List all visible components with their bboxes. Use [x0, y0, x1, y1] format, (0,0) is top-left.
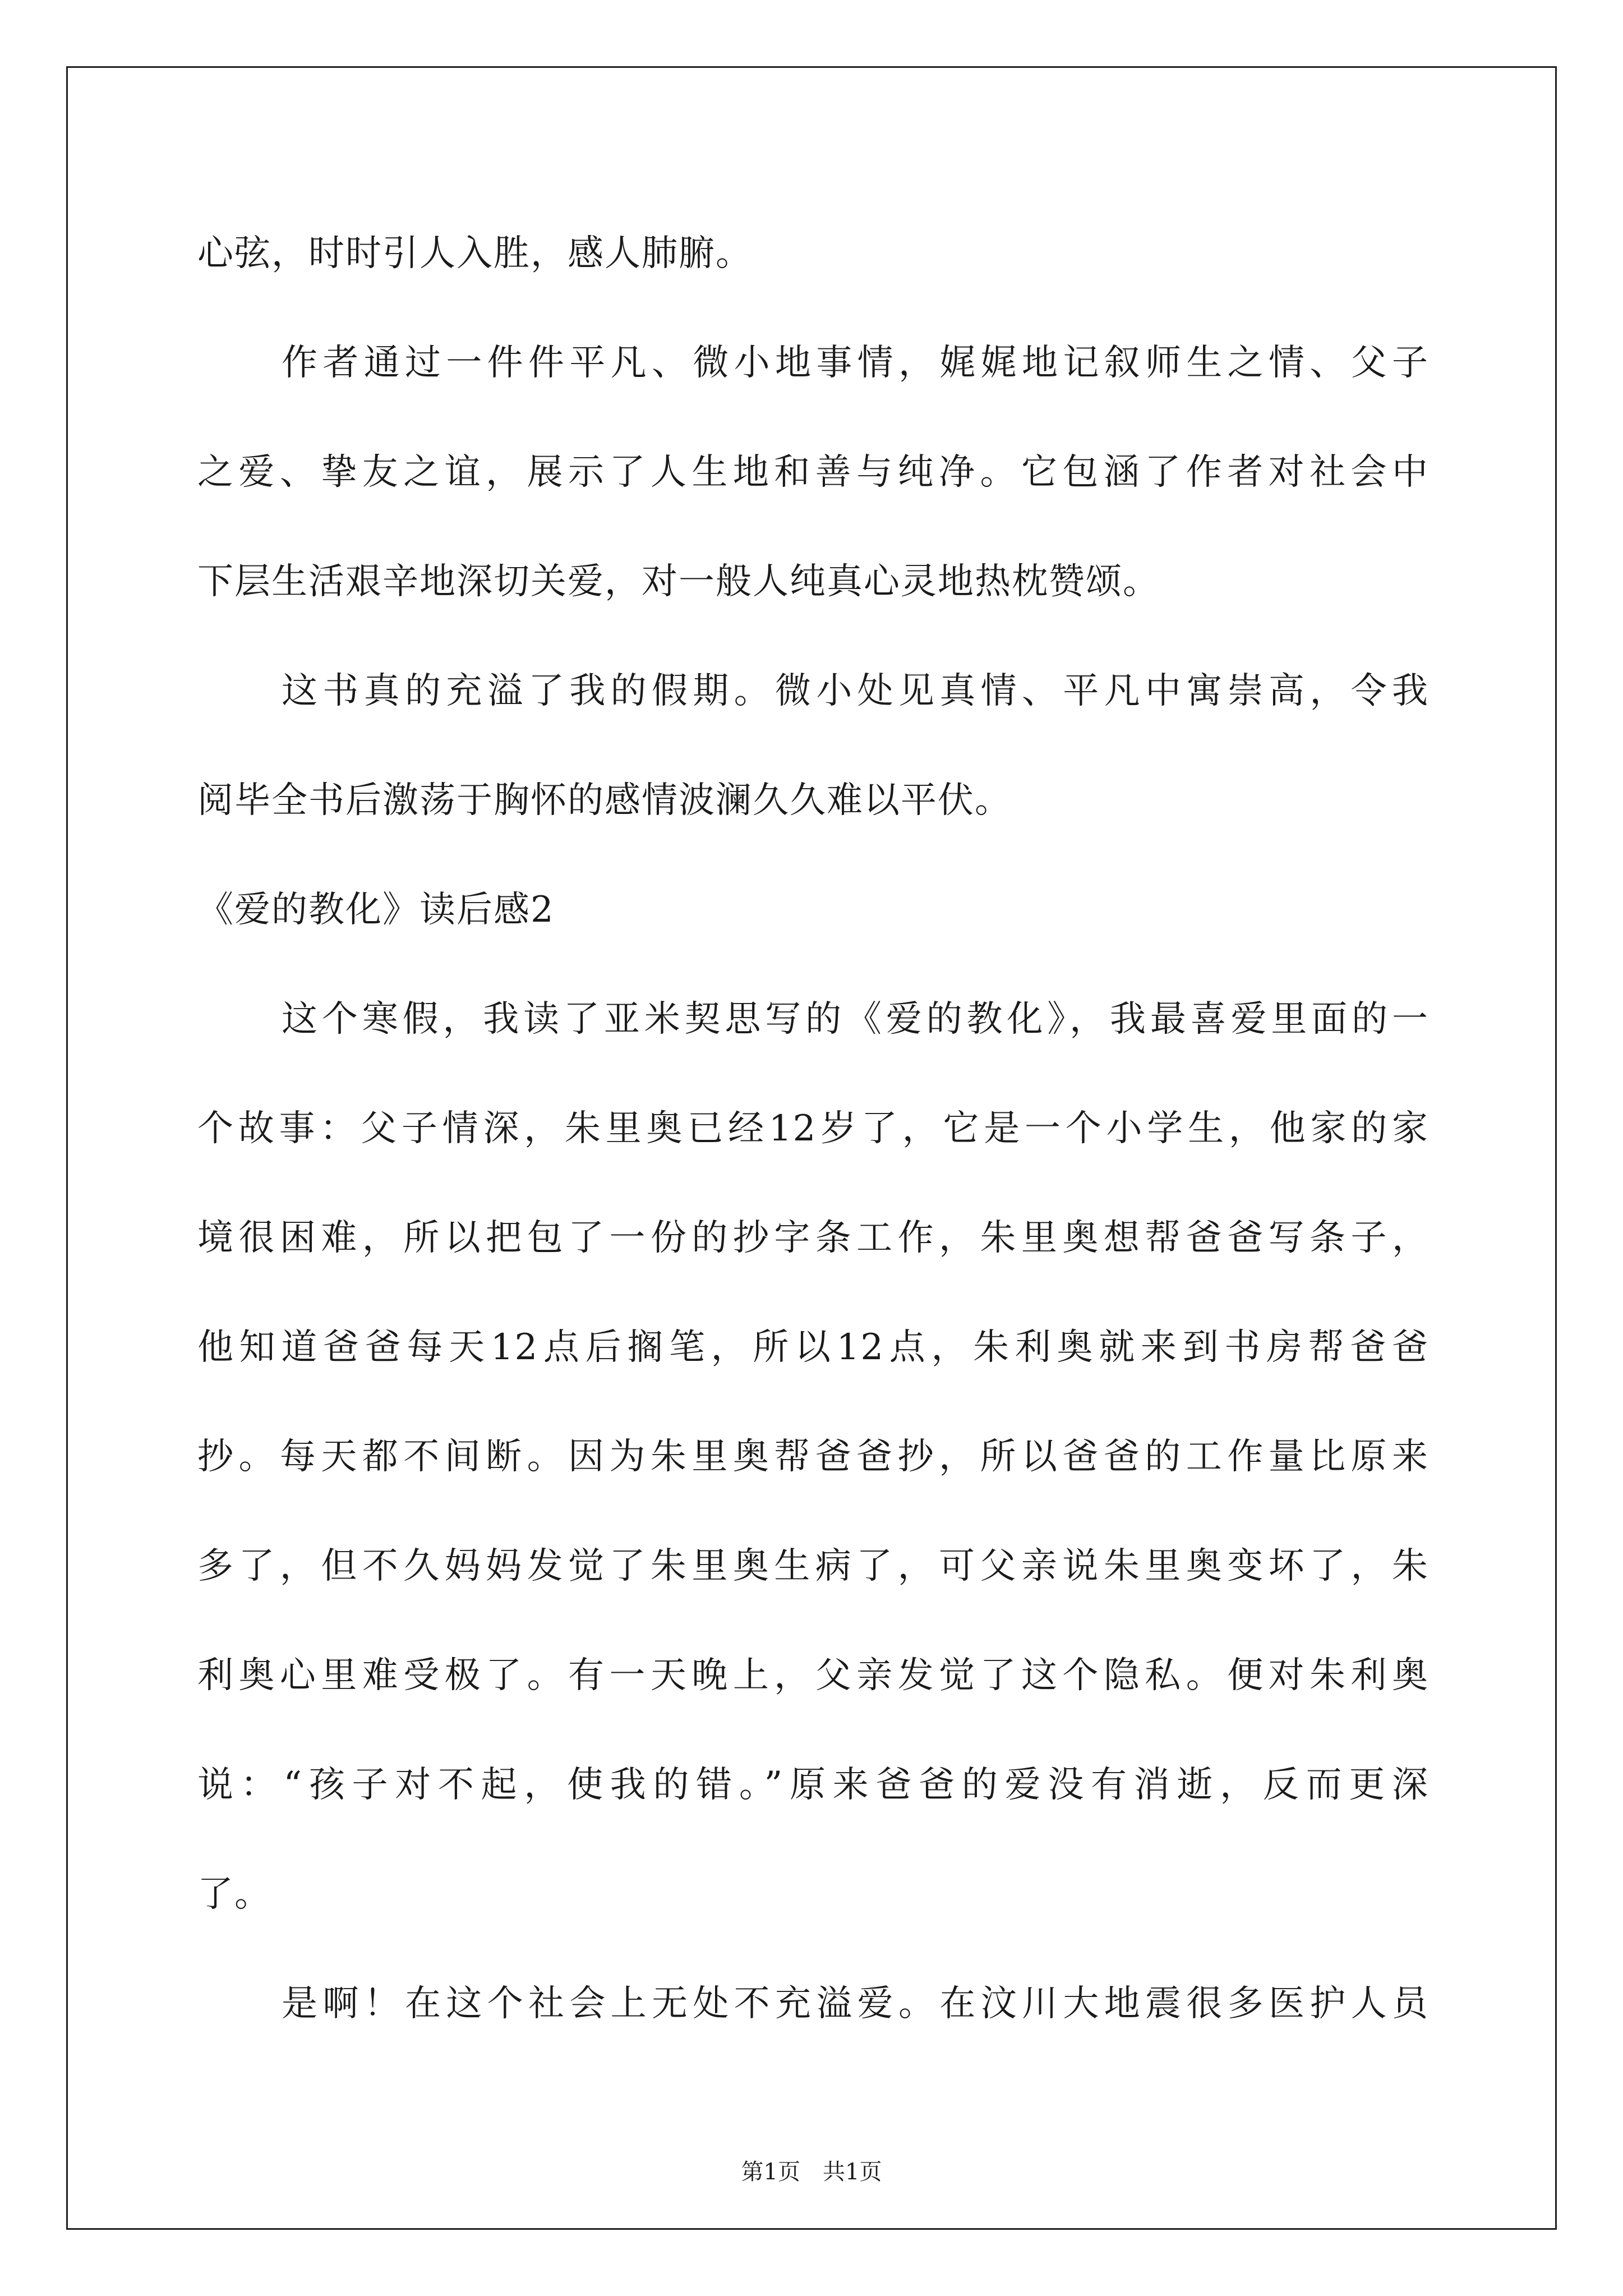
section-heading: 《爱的教化》读后感2: [197, 889, 555, 931]
text-line: 利奥心里难受极了。有一天晚上，父亲发觉了这个隐私。便对朱利奥: [197, 1655, 1429, 1696]
page-footer: [0, 2155, 1623, 2189]
text-line: 这个寒假，我读了亚米契思写的《爱的教化》，我最喜爱里面的一: [282, 999, 1429, 1040]
text-line: 之爱、挚友之谊，展示了人生地和善与纯净。它包涵了作者对社会中: [197, 452, 1429, 493]
text-line: 抄。每天都不间断。因为朱里奥帮爸爸抄，所以爸爸的工作量比原来: [197, 1436, 1429, 1478]
text-line: 下层生活艰辛地深切关爱，对一般人纯真心灵地热枕赞颂。: [197, 561, 1160, 602]
text-line: 阅毕全书后激荡于胸怀的感情波澜久久难以平伏。: [197, 780, 1012, 821]
text-line: 这书真的充溢了我的假期。微小处见真情、平凡中寓崇高，令我: [282, 670, 1429, 712]
text-line: 多了，但不久妈妈发觉了朱里奥生病了，可父亲说朱里奥变坏了，朱: [197, 1545, 1429, 1587]
text-line: 作者通过一件件平凡、微小地事情，娓娓地记叙师生之情、父子: [282, 342, 1429, 384]
text-line: 了。: [197, 1874, 271, 1915]
page-number: 第1页: [741, 2159, 800, 2185]
page-total: 共1页: [823, 2159, 882, 2185]
text-line: 说：“孩子对不起，使我的错。”原来爸爸的爱没有消逝，反而更深: [197, 1764, 1429, 1806]
text-line: 他知道爸爸每天12点后搁笔，所以12点，朱利奥就来到书房帮爸爸: [197, 1327, 1429, 1368]
text-line: 个故事：父子情深，朱里奥已经12岁了，它是一个小学生，他家的家: [197, 1108, 1429, 1149]
document-body: [197, 199, 1429, 2059]
text-line: 心弦，时时引人入胜，感人肺腑。: [197, 233, 753, 274]
text-line: 境很困难，所以把包了一份的抄字条工作，朱里奥想帮爸爸写条子，: [197, 1217, 1429, 1259]
text-line: 是啊！在这个社会上无处不充溢爱。在汶川大地震很多医护人员: [282, 1983, 1429, 2024]
